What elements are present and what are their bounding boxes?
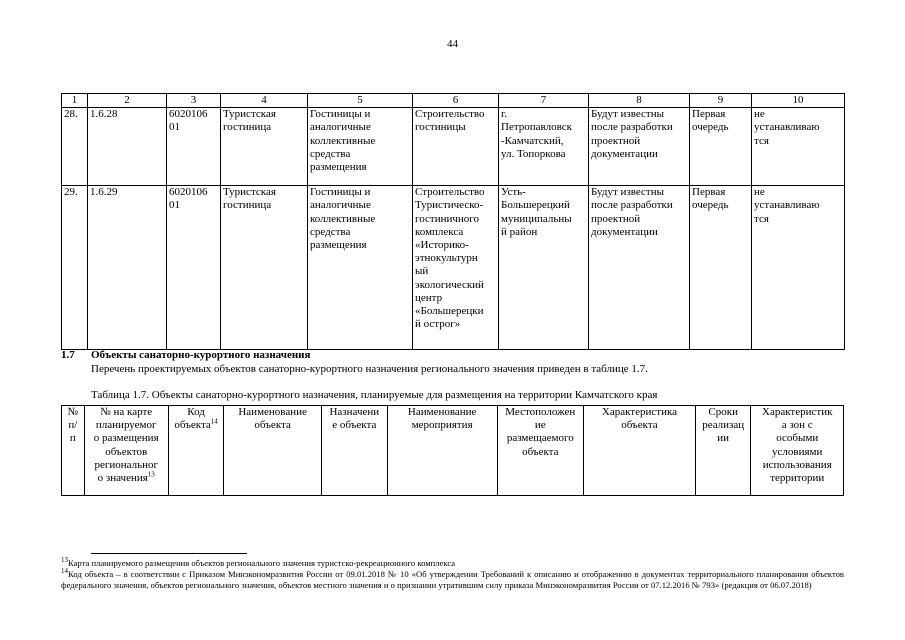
zones-cell: не устанавливаю тся — [752, 186, 845, 350]
footnotes — [61, 558, 844, 591]
map-code-cell: 1.6.29 — [88, 186, 167, 350]
section-number: 1.7 — [61, 349, 75, 361]
activity-cell: Строительство Туристическо- гостиничного комплекса «Историко- этнокультурн ый экологический центр «Большерецки й острог» — [413, 186, 499, 350]
header-object-code: Код объекта$^{14}$ — [168, 406, 223, 496]
row-number-cell: 28. — [62, 108, 88, 186]
characteristics-cell: Будут известны после разработки проектной документации — [589, 108, 690, 186]
header-activity-name: Наименование мероприятия — [387, 406, 497, 496]
column-number-row — [62, 94, 845, 108]
column-number: 5 — [308, 94, 413, 108]
table-header-row — [62, 406, 844, 496]
object-code-cell: 6020106 01 — [167, 186, 221, 350]
header-row-number: № п/ п — [62, 406, 85, 496]
object-name-cell: Туристская гостиница — [221, 108, 308, 186]
section-title: Объекты санаторно-курортного назначения — [91, 349, 311, 361]
table-row — [62, 186, 845, 350]
header-map-number: № на карте планируемог о размещения объектов региональног о значения$^{13}$ — [84, 406, 168, 496]
term-cell: Первая очередь — [690, 108, 752, 186]
header-term: Сроки реализац ии — [695, 406, 750, 496]
column-number: 7 — [499, 94, 589, 108]
column-number: 8 — [589, 94, 690, 108]
column-number: 10 — [752, 94, 845, 108]
location-cell: г. Петропавловск -Камчатский, ул. Топоркова — [499, 108, 589, 186]
intro-paragraph: Перечень проектируемых объектов санаторно-курортного назначения регионального значения приведен в таблице 1.7. — [91, 363, 648, 375]
column-number: 2 — [88, 94, 167, 108]
object-purpose-cell: Гостиницы и аналогичные коллективные средства размещения — [308, 186, 413, 350]
object-name-cell: Туристская гостиница — [221, 186, 308, 350]
characteristics-cell: Будут известны после разработки проектной документации — [589, 186, 690, 350]
header-location: Местоположен ие размещаемого объекта — [497, 406, 583, 496]
location-cell: Усть- Большерецкий муниципальны й район — [499, 186, 589, 350]
row-number-cell: 29. — [62, 186, 88, 350]
page-number: 44 — [447, 38, 458, 50]
column-number: 4 — [221, 94, 308, 108]
header-object-name: Наименование объекта — [224, 406, 322, 496]
header-characteristics: Характеристика объекта — [583, 406, 695, 496]
table-1-7 — [61, 405, 844, 496]
header-zones: Характеристик а зон с особыми условиями использования территории — [751, 406, 844, 496]
zones-cell: не устанавливаю тся — [752, 108, 845, 186]
footnote-separator — [91, 553, 247, 554]
objects-table-continued — [61, 93, 845, 350]
map-code-cell: 1.6.28 — [88, 108, 167, 186]
column-number: 1 — [62, 94, 88, 108]
table-row — [62, 108, 845, 186]
footnote-14: $^{14}$Код объекта – в соответствии с Приказом Минэкономразвития России от 09.01.2018 № 10 «Об утверждении Требований к описанию и отображению в документах территориального планирования объектов федерального значения, объектов регионального значения, объектов местного значения и о признании утратившим силу приказа Минэкономразвития России от 07.12.2016 № 793» (редакция от 06.07.2018) — [61, 567, 844, 590]
column-number: 9 — [690, 94, 752, 108]
footnote-13: $^{13}$Карта планируемого размещения объектов регионального значения туристско-рекреационного комплекса — [61, 556, 456, 568]
column-number: 6 — [413, 94, 499, 108]
column-number: 3 — [167, 94, 221, 108]
object-purpose-cell: Гостиницы и аналогичные коллективные средства размещения — [308, 108, 413, 186]
term-cell: Первая очередь — [690, 186, 752, 350]
header-object-purpose: Назначени е объекта — [321, 406, 387, 496]
object-code-cell: 6020106 01 — [167, 108, 221, 186]
activity-cell: Строительство гостиницы — [413, 108, 499, 186]
table-caption: Таблица 1.7. Объекты санаторно-курортного назначения, планируемые для размещения на территории Камчатского края — [91, 389, 658, 401]
section-heading — [61, 349, 310, 361]
